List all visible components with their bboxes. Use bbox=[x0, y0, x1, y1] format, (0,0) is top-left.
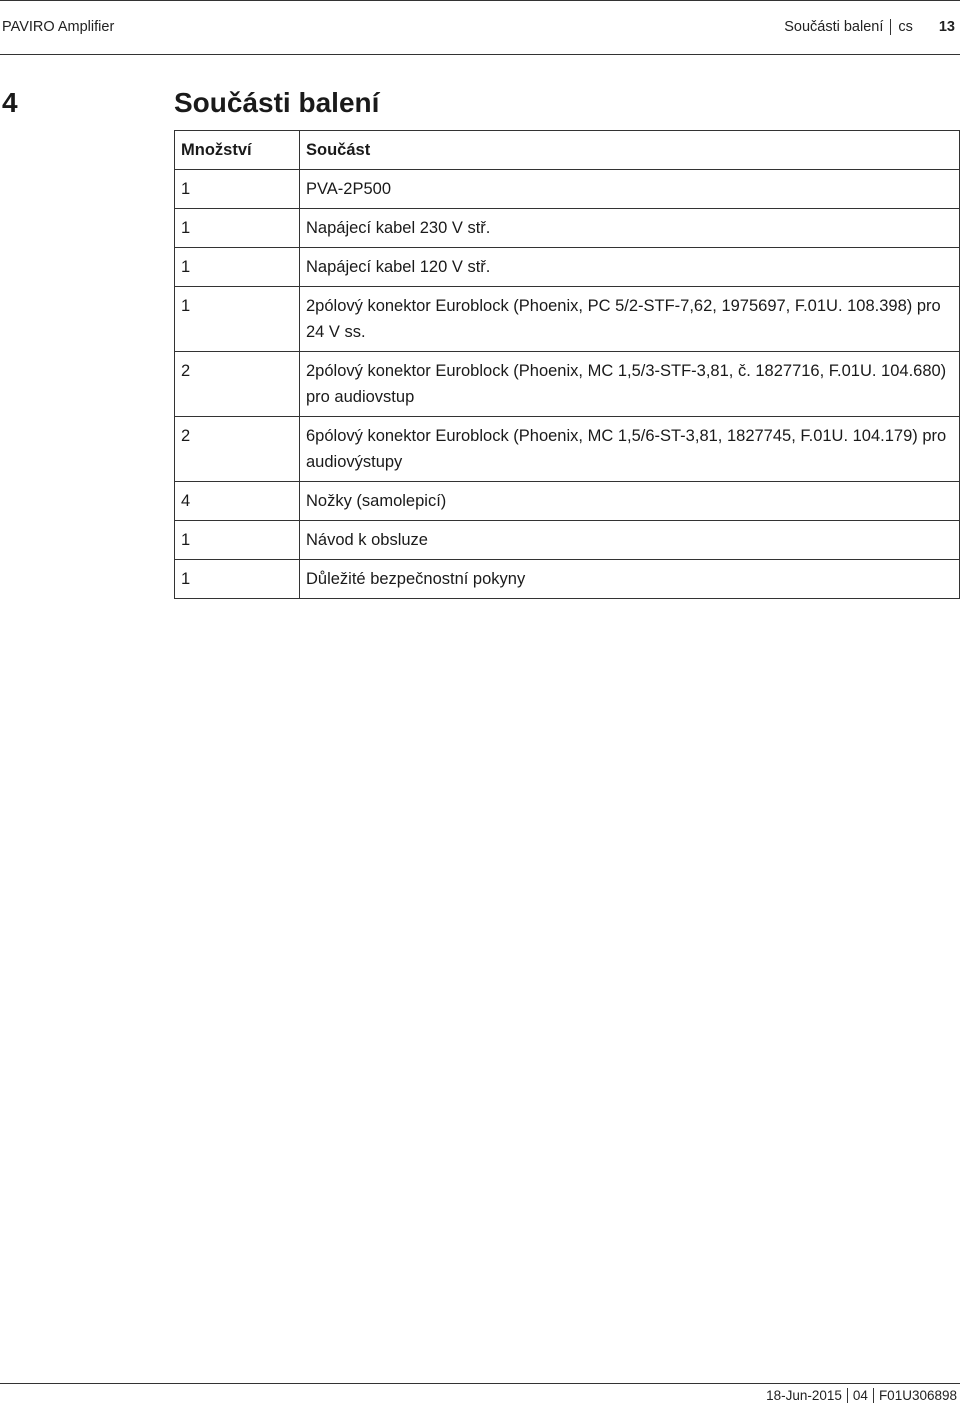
table-header-row bbox=[175, 131, 960, 170]
component-cell: Napájecí kabel 230 V stř. bbox=[300, 209, 960, 248]
table-row bbox=[175, 170, 960, 209]
quantity-cell: 2 bbox=[175, 352, 300, 417]
component-cell: 2pólový konektor Euroblock (Phoenix, PC 5/2-STF-7,62, 1975697, F.01U. 108.398) pro 24 V ss. bbox=[300, 287, 960, 352]
component-cell: Napájecí kabel 120 V stř. bbox=[300, 248, 960, 287]
table-row bbox=[175, 209, 960, 248]
footer-divider bbox=[847, 1388, 848, 1403]
table-row bbox=[175, 352, 960, 417]
quantity-cell: 1 bbox=[175, 560, 300, 599]
footer-date: 18-Jun-2015 bbox=[766, 1388, 842, 1403]
header-section-info bbox=[784, 19, 955, 35]
quantity-cell: 4 bbox=[175, 482, 300, 521]
quantity-cell: 1 bbox=[175, 170, 300, 209]
table-row bbox=[175, 560, 960, 599]
section-name: Součásti balení bbox=[784, 19, 884, 35]
footer-version: 04 bbox=[852, 1388, 868, 1403]
page-footer bbox=[766, 1388, 957, 1403]
product-name: PAVIRO Amplifier bbox=[2, 19, 115, 35]
table-row bbox=[175, 287, 960, 352]
component-cell: 6pólový konektor Euroblock (Phoenix, MC 1,5/6-ST-3,81, 1827745, F.01U. 104.179) pro audiovýstupy bbox=[300, 417, 960, 482]
component-cell: Důležité bezpečnostní pokyny bbox=[300, 560, 960, 599]
footer-document-id: F01U306898 bbox=[878, 1388, 957, 1403]
table-row bbox=[175, 521, 960, 560]
quantity-cell: 1 bbox=[175, 287, 300, 352]
quantity-cell: 1 bbox=[175, 209, 300, 248]
component-cell: 2pólový konektor Euroblock (Phoenix, MC 1,5/3-STF-3,81, č. 1827716, F.01U. 104.680) pro audiovstup bbox=[300, 352, 960, 417]
component-cell: Nožky (samolepicí) bbox=[300, 482, 960, 521]
component-column-header: Součást bbox=[300, 131, 960, 170]
footer-rule bbox=[0, 1383, 960, 1384]
chapter-title: Součásti balení bbox=[174, 87, 380, 118]
page-number: 13 bbox=[938, 19, 955, 35]
table-row bbox=[175, 417, 960, 482]
language-code: cs bbox=[898, 19, 913, 35]
component-cell: Návod k obsluze bbox=[300, 521, 960, 560]
table-row bbox=[175, 248, 960, 287]
component-cell: PVA-2P500 bbox=[300, 170, 960, 209]
quantity-column-header: Množství bbox=[175, 131, 300, 170]
package-contents-table bbox=[174, 130, 960, 599]
footer-divider bbox=[873, 1388, 874, 1403]
table-row bbox=[175, 482, 960, 521]
header-divider bbox=[890, 19, 891, 35]
chapter-number: 4 bbox=[2, 87, 18, 118]
quantity-cell: 1 bbox=[175, 248, 300, 287]
quantity-cell: 2 bbox=[175, 417, 300, 482]
page-header bbox=[0, 0, 960, 56]
quantity-cell: 1 bbox=[175, 521, 300, 560]
header-bottom-rule bbox=[0, 54, 960, 55]
